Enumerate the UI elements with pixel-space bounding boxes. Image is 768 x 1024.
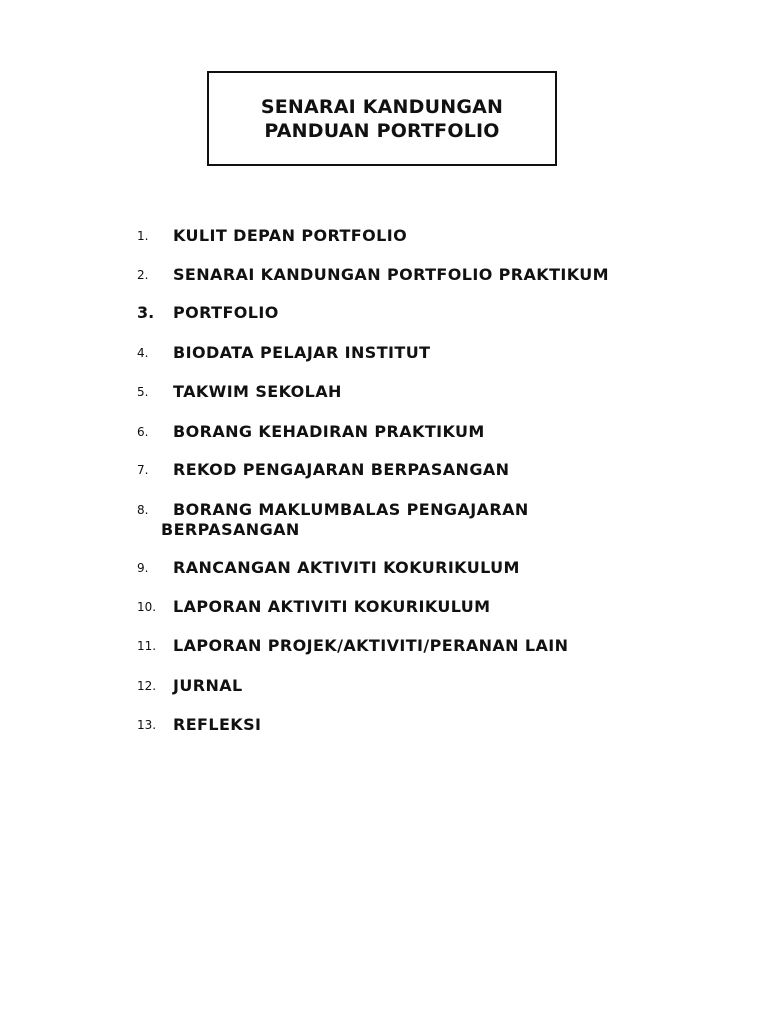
title-line-2: PANDUAN PORTFOLIO — [264, 119, 500, 142]
toc-label: JURNAL — [173, 676, 243, 695]
toc-label: REFLEKSI — [173, 715, 262, 734]
toc-number: 10. — [137, 600, 157, 614]
toc-number: 2. — [137, 268, 149, 282]
toc-label: PORTFOLIO — [173, 303, 279, 322]
toc-number: 5. — [137, 385, 149, 399]
toc-label: BIODATA PELAJAR INSTITUT — [173, 343, 431, 362]
toc-label: RANCANGAN AKTIVITI KOKURIKULUM — [173, 558, 520, 577]
toc-item-7 — [137, 460, 657, 480]
toc-item-11 — [137, 636, 657, 656]
toc-item-5 — [137, 382, 657, 402]
toc-number: 9. — [137, 561, 149, 575]
toc-label: SENARAI KANDUNGAN PORTFOLIO PRAKTIKUM — [173, 265, 609, 284]
toc-item-12 — [137, 676, 657, 696]
toc-number: 8. — [137, 503, 149, 517]
toc-number: 4. — [137, 346, 149, 360]
toc-label: BORANG KEHADIRAN PRAKTIKUM — [173, 422, 485, 441]
toc-label: KULIT DEPAN PORTFOLIO — [173, 226, 408, 245]
toc-item-4 — [137, 343, 657, 363]
toc-label — [137, 500, 657, 540]
title-line-1: SENARAI KANDUNGAN — [260, 95, 504, 118]
toc-item-6 — [137, 422, 657, 442]
toc-item-13 — [137, 715, 657, 735]
toc-label: TAKWIM SEKOLAH — [173, 382, 342, 401]
toc-item-9 — [137, 558, 657, 578]
toc-label: LAPORAN AKTIVITI KOKURIKULUM — [173, 597, 491, 616]
toc-number: 11. — [137, 639, 157, 653]
toc-item-2 — [137, 265, 657, 285]
toc-label-line-1: BORANG MAKLUMBALAS PENGAJARAN — [173, 500, 529, 519]
toc-number: 1. — [137, 229, 149, 243]
toc-label: REKOD PENGAJARAN BERPASANGAN — [173, 460, 510, 479]
toc-label: LAPORAN PROJEK/AKTIVITI/PERANAN LAIN — [173, 636, 569, 655]
toc-label-line-2: BERPASANGAN — [161, 520, 300, 539]
toc-item-1 — [137, 226, 657, 246]
toc-item-10 — [137, 597, 657, 617]
toc-item-3 — [137, 303, 657, 323]
toc-number: 12. — [137, 679, 157, 693]
toc-number: 7. — [137, 463, 149, 477]
toc-number: 13. — [137, 718, 157, 732]
toc-number: 3. — [137, 303, 155, 322]
toc-item-8 — [137, 500, 657, 540]
toc-number: 6. — [137, 425, 149, 439]
